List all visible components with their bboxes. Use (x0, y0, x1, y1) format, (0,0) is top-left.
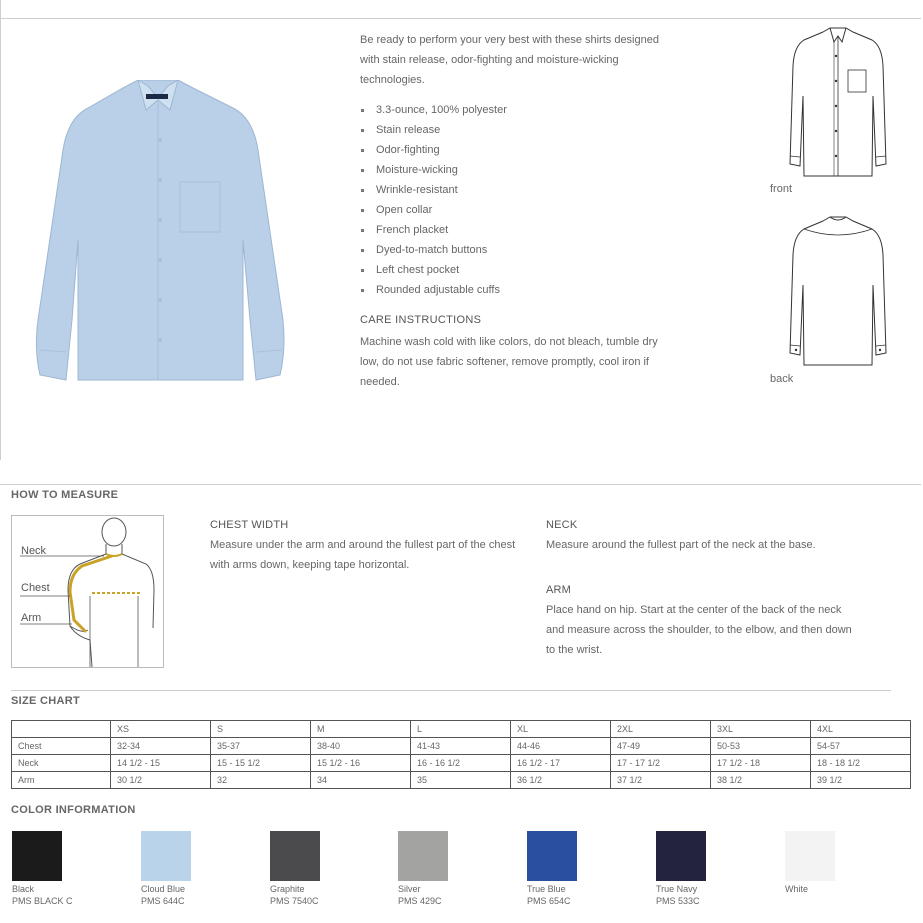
feature-item: Moisture-wicking (360, 160, 670, 180)
table-cell: 15 - 15 1/2 (211, 755, 311, 772)
color-pms: PMS 654C (527, 896, 571, 906)
size-header-cell: 2XL (611, 721, 711, 738)
table-cell: 50-53 (711, 738, 811, 755)
top-divider (0, 18, 921, 19)
flat-front-label: front (770, 183, 793, 195)
measure-figure (11, 515, 164, 668)
how-to-measure-title: HOW TO MEASURE (11, 489, 119, 501)
arm-text: Place hand on hip. Start at the center of the back of the neck and measure across the shoulder, to the elbow, and then down to the wrist. (546, 604, 852, 656)
table-row (12, 755, 911, 772)
section-divider-measure (0, 484, 921, 485)
section-divider-size (11, 690, 891, 691)
color-swatch-black[interactable] (12, 831, 62, 881)
color-name: Silver (398, 884, 421, 894)
size-chart-title: SIZE CHART (11, 695, 80, 707)
table-cell: 37 1/2 (611, 772, 711, 789)
row-label: Arm (12, 772, 111, 789)
color-swatch-graphite[interactable] (270, 831, 320, 881)
table-cell: 32-34 (111, 738, 211, 755)
feature-item: Stain release (360, 120, 670, 140)
size-header-cell: 3XL (711, 721, 811, 738)
table-cell: 32 (211, 772, 311, 789)
color-pms: PMS BLACK C (12, 896, 73, 906)
table-cell: 35 (411, 772, 511, 789)
size-header-cell: L (411, 721, 511, 738)
left-border (0, 0, 1, 460)
table-row (12, 772, 911, 789)
neck-text: Measure around the fullest part of the neck at the base. (546, 539, 816, 551)
row-label: Neck (12, 755, 111, 772)
care-instructions-title: CARE INSTRUCTIONS (360, 314, 482, 326)
chest-width-title: CHEST WIDTH (210, 519, 289, 531)
table-cell: 16 - 16 1/2 (411, 755, 511, 772)
row-label: Chest (12, 738, 111, 755)
size-header-cell: 4XL (811, 721, 911, 738)
feature-item: 3.3-ounce, 100% polyester (360, 100, 670, 120)
color-name: White (785, 884, 809, 894)
color-name: Cloud Blue (141, 884, 186, 894)
product-image (28, 80, 296, 390)
table-cell: 17 1/2 - 18 (711, 755, 811, 772)
table-cell: 30 1/2 (111, 772, 211, 789)
neck-title: NECK (546, 519, 578, 531)
table-cell: 47-49 (611, 738, 711, 755)
feature-item: Dyed-to-match buttons (360, 240, 670, 260)
table-corner-cell (12, 721, 111, 738)
arm-title: ARM (546, 584, 572, 596)
table-cell: 44-46 (511, 738, 611, 755)
table-cell: 36 1/2 (511, 772, 611, 789)
color-pms: PMS 533C (656, 896, 700, 906)
color-swatch-true-navy[interactable] (656, 831, 706, 881)
feature-item: Wrinkle-resistant (360, 180, 670, 200)
feature-item: Left chest pocket (360, 260, 670, 280)
color-name: Black (12, 884, 35, 894)
color-pms: PMS 644C (141, 896, 185, 906)
flat-back-label: back (770, 373, 794, 385)
chest-width-text: Measure under the arm and around the fullest part of the chest with arms down, keeping tape horizontal. (210, 539, 516, 571)
table-cell: 14 1/2 - 15 (111, 755, 211, 772)
feature-item: Odor-fighting (360, 140, 670, 160)
table-cell: 38 1/2 (711, 772, 811, 789)
size-header-cell: S (211, 721, 311, 738)
color-name: Graphite (270, 884, 305, 894)
table-cell: 39 1/2 (811, 772, 911, 789)
size-header-cell: M (311, 721, 411, 738)
table-cell: 16 1/2 - 17 (511, 755, 611, 772)
figure-label-chest: Chest (21, 582, 50, 594)
table-cell: 18 - 18 1/2 (811, 755, 911, 772)
feature-item: French placket (360, 220, 670, 240)
color-swatch-cloud-blue[interactable] (141, 831, 191, 881)
feature-item: Rounded adjustable cuffs (360, 280, 670, 300)
table-row (12, 738, 911, 755)
color-pms: PMS 7540C (270, 896, 319, 906)
size-chart-table (11, 720, 911, 789)
flat-sketch-front (788, 26, 888, 181)
feature-item: Open collar (360, 200, 670, 220)
table-cell: 38-40 (311, 738, 411, 755)
color-name: True Blue (527, 884, 566, 894)
figure-label-arm: Arm (21, 612, 42, 624)
size-header-cell: XL (511, 721, 611, 738)
table-cell: 41-43 (411, 738, 511, 755)
figure-label-neck: Neck (21, 545, 47, 557)
product-description: Be ready to perform your very best with these shirts designed with stain release, odor-fighting and moisture-wicking technologies. (360, 34, 659, 86)
color-swatch-white[interactable] (785, 831, 835, 881)
feature-list (360, 100, 670, 300)
size-header-cell: XS (111, 721, 211, 738)
care-instructions-text: Machine wash cold with like colors, do not bleach, tumble dry low, do not use fabric softener, remove promptly, cool iron if needed. (360, 336, 658, 388)
table-cell: 17 - 17 1/2 (611, 755, 711, 772)
table-cell: 15 1/2 - 16 (311, 755, 411, 772)
color-information-title: COLOR INFORMATION (11, 804, 136, 816)
size-header-row (12, 721, 911, 738)
table-cell: 34 (311, 772, 411, 789)
color-pms: PMS 429C (398, 896, 442, 906)
color-swatch-true-blue[interactable] (527, 831, 577, 881)
flat-sketch-back (788, 215, 888, 370)
table-cell: 54-57 (811, 738, 911, 755)
color-swatch-silver[interactable] (398, 831, 448, 881)
table-cell: 35-37 (211, 738, 311, 755)
color-name: True Navy (656, 884, 698, 894)
